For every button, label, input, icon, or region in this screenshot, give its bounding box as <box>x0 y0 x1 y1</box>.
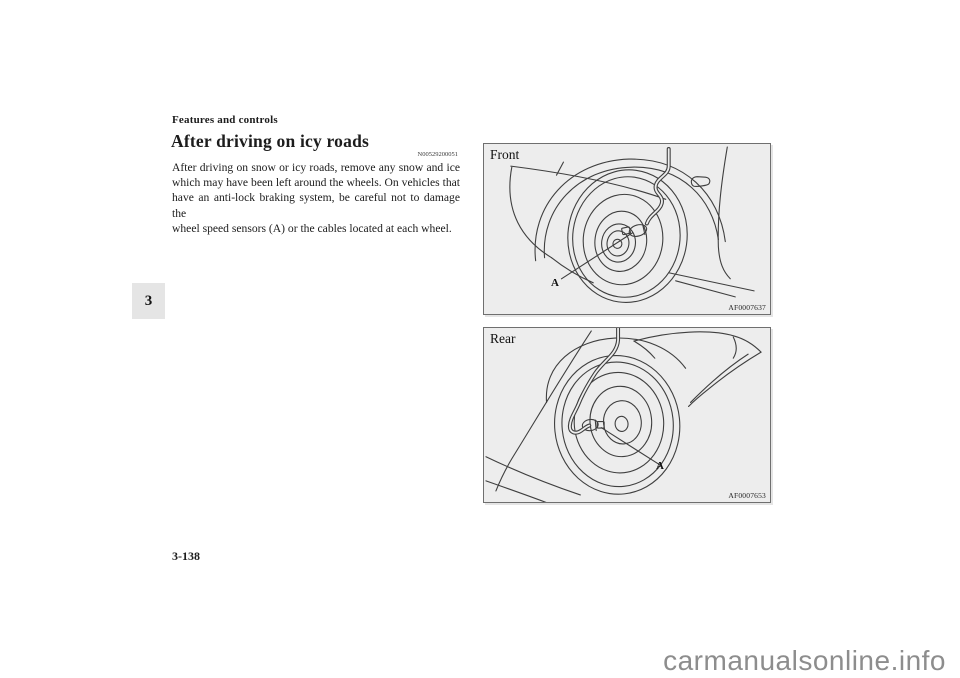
body-line: which may have been left around the wheels. On vehicles that <box>172 176 460 190</box>
section-ref-code: N00529200051 <box>417 151 458 158</box>
figure-label-rear: Rear <box>490 331 516 346</box>
page-title: After driving on icy roads <box>171 131 370 151</box>
page-number: 3-138 <box>172 549 200 563</box>
figure-front-wheel <box>483 143 771 315</box>
front-wheel-illustration <box>484 144 770 314</box>
rear-wheel-illustration <box>484 328 770 502</box>
body-line: After driving on snow or icy roads, remove any snow and ice <box>172 161 460 174</box>
figure-rear-wheel <box>483 327 771 503</box>
figure-code: AF0007637 <box>728 303 766 312</box>
figure-label-front: Front <box>490 147 520 162</box>
breadcrumb: Features and controls <box>172 114 278 126</box>
sensor-callout-a: A <box>656 460 664 472</box>
chapter-tab: 3 <box>132 283 165 319</box>
sensor-callout-a: A <box>551 277 559 289</box>
body-line: have an anti-lock braking system, be careful not to damage the <box>172 191 460 220</box>
watermark: carmanualsonline.info <box>663 645 946 676</box>
body-line: wheel speed sensors (A) or the cables located at each wheel. <box>172 221 452 235</box>
figure-code: AF0007653 <box>728 491 766 500</box>
body-paragraph <box>172 160 460 236</box>
